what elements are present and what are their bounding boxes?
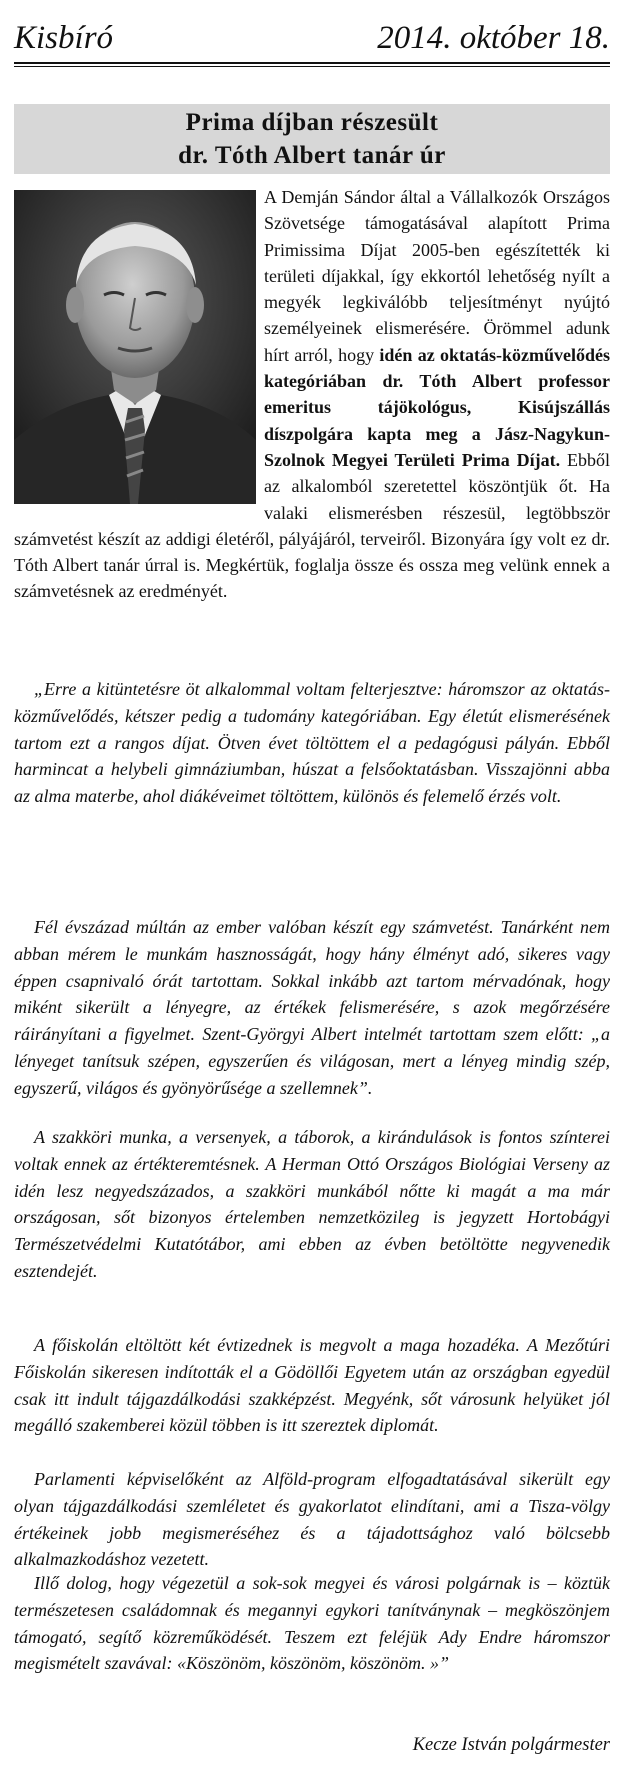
quote-text-3: A szakköri munka, a versenyek, a táborok, a kirándulások is fontos színterei voltak ennek az értékteremtésnek. A Herman Ottó Országos Biológiai Verseny az idén lesz negyedszázados, a szakköri munkából nőtte ki magát a ma már országosan, sőt bizonyos értelemben nemzetközileg is jegyzett Hortobágyi Természetvédelmi Kutatótábor, ami ebben az évben betöltötte negyvenedik esztendejét.	[14, 1127, 610, 1281]
masthead	[14, 18, 610, 58]
quote-paragraph-6	[14, 1570, 610, 1677]
publication-name: Kisbíró	[14, 20, 114, 56]
quote-paragraph-3	[14, 1124, 610, 1285]
quote-paragraph-5	[14, 1466, 610, 1573]
masthead-rule-thin	[14, 66, 610, 67]
quote-paragraph-4	[14, 1332, 610, 1439]
quote-text-6: Illő dolog, hogy végezetül a sok-sok megyei és városi polgárnak is – köztük természetesen családomnak és megannyi egykori tanítványnak – megköszönjem támogató, segítő közreműködését. Teszem ezt feléjük Ady Endre háromszor megismételt szavával: «Köszönöm, köszönöm, köszönöm. »”	[14, 1573, 610, 1674]
masthead-rule-thick	[14, 62, 610, 64]
headline-line-1: Prima díjban részesült	[185, 109, 439, 136]
quote-text-4: A főiskolán eltöltött két évtizednek is megvolt a maga hozadéka. A Mezőtúri Főiskolán sikeresen indították el a Gödöllői Egyetem után az országban egyedül csak itt indult tájgazdálkodási szakképzést. Megyénk, sőt városunk helyüket jól megálló szakemberei közül többen is itt szereztek diplomát.	[14, 1335, 610, 1436]
quote-paragraph-1	[14, 676, 610, 810]
article-headline	[14, 104, 610, 174]
photo-wrap-spacer	[14, 184, 264, 506]
quote-text-1: „Erre a kitüntetésre öt alkalommal voltam felterjesztve: háromszor az oktatás-közművelődés, kétszer pedig a tudomány kategóriában. Egy életút elismerésének tartom ezt a rangos díjat. Ötven évet töltöttem el a pedagógusi pályán. Ebből harmincat a helybeli gimnáziumban, húszat a felsőoktatásban. Visszajönni abba az alma materbe, ahol diákéveimet töltöttem, különös és felemelő érzés volt.	[14, 679, 610, 807]
article-signature: Kecze István polgármester	[412, 1735, 610, 1755]
intro-text-bold: idén az oktatás-közművelődés kategóriában dr. Tóth Albert professor emeritus tájökológus, Kisújszállás díszpolgára kapta meg a Jász-Nagykun-Szolnok Megyei Területi Prima Díjat.	[264, 344, 610, 470]
intro-text-part-1: A Demján Sándor által a Vállalkozók Országos Szövetsége támogatásával alapított Prima Primissima Díjat 2005-ben egészítették ki területi díjakkal, így ekkortól lehetőség nyílt a megyék legkiválóbb teljesítményt nyújtó személyeinek elismerésére. Örömmel adunk hírt arról, hogy	[264, 187, 610, 365]
quote-paragraph-2	[14, 914, 610, 1102]
quote-text-5: Parlamenti képviselőként az Alföld-program elfogadtatásával sikerült egy olyan tájgazdálkodási szemléletet és gyakorlatot elindítani, ami a Tisza-völgy értékeinek jobb megismeréséhez és a tájadottsághoz való bölcsebb alkalmazkodáshoz vezetett.	[14, 1469, 610, 1570]
quote-text-2: Fél évszázad múltán az ember valóban készít egy számvetést. Tanárként nem abban mérem le munkám hasznosságát, hogy hány élményt adó, sikeres vagy éppen csapnivaló órát tartottam. Sokkal inkább azt tartom mérvadónak, hogy miként sikerült a lényegre, az értékek felismerésére, s azok megőrzésére ráirányítani a figyelmet. Szent-Györgyi Albert intelmét tartottam szem előtt: „a lényeget tanítsuk szépen, egyszerűen és világosan, mert a lényeg mindig szép, egyszerű, világos és gyönyörűsége a szellemnek”.	[14, 917, 610, 1098]
publication-date: 2014. október 18.	[377, 20, 610, 56]
intro-text-part-2: Ebből az alkalomból szeretettel köszöntjük őt. Ha valaki elismerésben részesül, legtöbbször számvetést készít az addigi életéről, pályájáról, terveiről. Bizonyára így volt ez dr. Tóth Albert tanár úrral is. Megkértük, foglalja össze és ossza meg velünk ennek a számvetésnek az eredményét.	[14, 449, 610, 602]
article-intro	[14, 184, 610, 605]
headline-line-2: dr. Tóth Albert tanár úr	[178, 142, 446, 169]
